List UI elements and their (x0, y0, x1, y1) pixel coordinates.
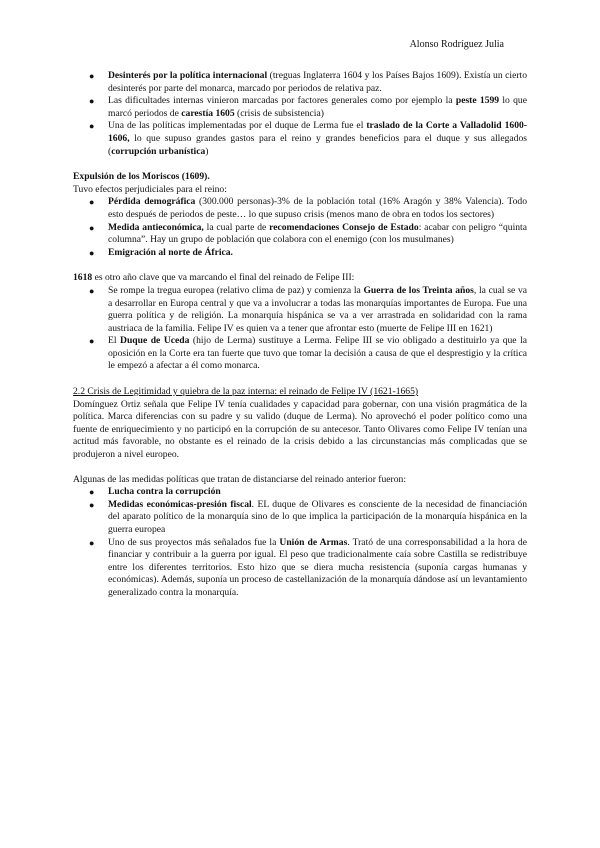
section-heading-2-2: 2.2 Crisis de Legitimidad y quiebra de la paz interna: el reinado de Felipe IV (1621-1665) (73, 386, 419, 398)
bullet-icon: ● (89, 285, 95, 296)
year-1618-bullet-list (73, 285, 527, 373)
bullet-icon: ● (89, 197, 95, 208)
list-item: ● Emigración al norte de África. (89, 246, 233, 258)
list-item: ● Una de las políticas implementadas por el duque de Lerma fue el traslado de la Corte a Valladolid 1600-1606, lo que supuso grandes gastos para el reino y grandes beneficios para el duque y sus allegados (corrupción urbanística) (89, 120, 527, 157)
measures-bullet-list (73, 486, 527, 599)
bullet-icon: ● (89, 336, 95, 347)
list-item: ● Uno de sus proyectos más señalados fue la Unión de Armas. Trató de una corresponsabilidad a la hora de financiar y contribuir a la guerra por igual. El peso que tradicionalmente caía sobre Castilla se redistribuye entre los diferentes territorios. Esto hizo que se diera mucha resistencia (suponía cargas humanas y económicas). Además, suponía un proceso de castellanización de la monarquía dándose así un levantamiento generalizado contra la monarquía. (89, 536, 527, 598)
moriscos-intro: Tuvo efectos perjudiciales para el reino: (73, 183, 227, 195)
author-name: Alonso Rodríguez Julia (409, 39, 504, 50)
bullet-icon: ● (89, 222, 95, 233)
year-1618-intro: 1618 es otro año clave que va marcando el final del reinado de Felipe III: (73, 272, 355, 284)
intro-bullet-list (73, 70, 527, 158)
measures-intro: Algunas de las medidas políticas que tratan de distanciarse del reinado anterior fueron: (73, 473, 406, 485)
bullet-icon: ● (89, 71, 95, 81)
bullet-icon: ● (89, 537, 95, 548)
section-title-moriscos: Expulsión de los Moriscos (1609). (73, 171, 210, 183)
bullet-icon: ● (89, 487, 95, 498)
list-item: ● Desinterés por la política internacional (treguas Inglaterra 1604 y los Países Bajos 1609). Existía un cierto desinterés por parte del monarca, marcado por periodos de relativa paz. (89, 70, 527, 94)
list-item: ● El Duque de Uceda (hijo de Lerma) sustituye a Lerma. Felipe III se vio obligado a destituirlo ya que la oposición en la Corte era tan fuerte que tuvo que tomar la decisión a causa de que el desprestigio y la crítica le empezó a afectar a él como monarca. (89, 335, 527, 372)
bullet-icon: ● (89, 96, 95, 107)
bullet-icon: ● (89, 121, 95, 132)
list-item: ● Pérdida demográfica (300.000 personas)-3% de la población total (16% Aragón y 38% Valencia). Todo esto después de periodos de peste… lo que supuso crisis (menos mano de obra en todos los sectores) (89, 196, 527, 220)
section-paragraph: Domínguez Ortiz señala que Felipe IV tenía cualidades y capacidad para gobernar, con una visión pragmática de la política. Marca diferencias con su padre y su valido (duque de Lerma). No aprovechó el poder político como una fuente de enriquecimiento y no participó en la corrupción de su antecesor. Tanto Olivares como Felipe IV tenían una actitud más favorable, no obstante es el reinado de la crisis debido a las circunstancias más complicadas que se produjeron a nivel europeo. (73, 398, 527, 461)
list-item: ● Lucha contra la corrupción (89, 486, 221, 498)
list-item: ● Se rompe la tregua europea (relativo clima de paz) y comienza la Guerra de los Treinta años, la cual se va a desarrollar en Europa central y que va a involucrar a todas las monarquías importantes de Europa. Fue una guerra política y de religión. La monarquía hispánica se va a ver arrastrada en solidaridad con la rama austriaca de la familia. Felipe IV es quien va a tener que afrontar esto (muerte de Felipe III en 1621) (89, 284, 528, 334)
bullet-icon: ● (89, 247, 95, 258)
moriscos-bullet-list (73, 196, 527, 259)
page-content (73, 70, 527, 600)
list-item: ● Medida antieconómica, la cual parte de recomendaciones Consejo de Estado: acabar con peligro “quinta columna”. Hay un grupo de población que colabora con el enemigo (con los musulmanes) (89, 221, 527, 246)
list-item: ● Las dificultades internas vinieron marcadas por factores generales como por ejemplo la peste 1599 lo que marcó periodos de carestía 1605 (crisis de subsistencia) (89, 95, 527, 119)
bullet-icon: ● (89, 499, 95, 510)
list-item: ● Medidas económicas-presión fiscal. EL duque de Olivares es consciente de la necesidad de financiación del aparato político de la monarquía sino de lo que implica la participación de la monarquía hispánica en la guerra europea (89, 498, 527, 535)
